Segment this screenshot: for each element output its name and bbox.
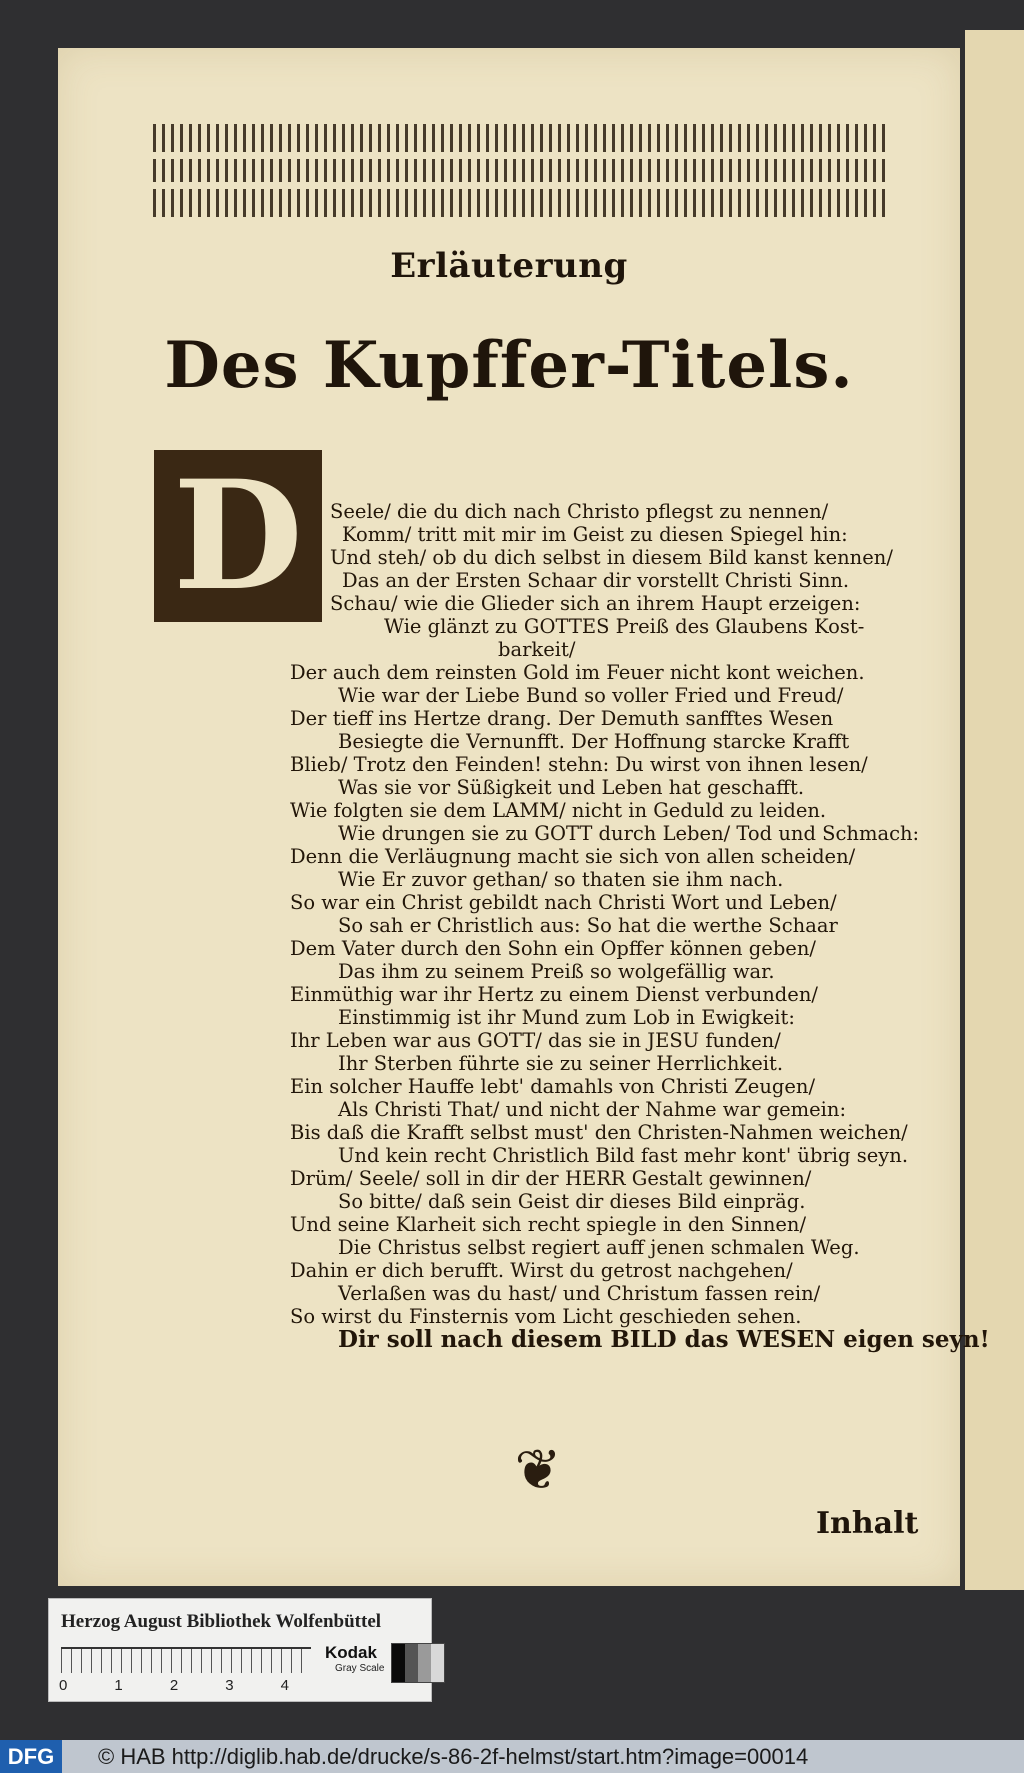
poem-line: Ihr Leben war aus GOTT/ das sie in JESU funden/ bbox=[290, 1029, 781, 1052]
poem-line: Und kein recht Christlich Bild fast mehr kont' übrig seyn. bbox=[338, 1144, 909, 1167]
decorated-initial: D bbox=[154, 450, 322, 622]
poem-line: Ihr Sterben führte sie zu seiner Herrlichkeit. bbox=[338, 1052, 784, 1075]
poem-line: Als Christi That/ und nicht der Nahme war gemein: bbox=[338, 1098, 847, 1121]
poem-line: Drüm/ Seele/ soll in dir der HERR Gestalt gewinnen/ bbox=[290, 1167, 812, 1190]
poem-line: Bis daß die Krafft selbst must' den Christen-Nahmen weichen/ bbox=[290, 1121, 908, 1144]
poem-line: Dahin er dich berufft. Wirst du getrost nachgehen/ bbox=[290, 1259, 793, 1282]
poem-line: Komm/ tritt mit mir im Geist zu diesen Spiegel hin: bbox=[342, 523, 848, 546]
poem-line: So bitte/ daß sein Geist dir dieses Bild einpräg. bbox=[338, 1190, 806, 1213]
poem-line: Einmüthig war ihr Hertz zu einem Dienst verbunden/ bbox=[290, 983, 818, 1006]
poem-line: Und steh/ ob du dich selbst in diesem Bild kanst kennen/ bbox=[330, 546, 893, 569]
poem-line: Seele/ die du dich nach Christo pflegst zu nennen/ bbox=[330, 500, 829, 523]
kodak-label: Kodak bbox=[325, 1643, 377, 1662]
title-line-1: Erläuterung bbox=[390, 246, 628, 286]
gray-swatch bbox=[418, 1644, 431, 1682]
ruler-number: 3 bbox=[225, 1677, 234, 1694]
ruler-number: 1 bbox=[114, 1677, 123, 1694]
ruler-number: 4 bbox=[280, 1677, 289, 1694]
poem-line: Wie folgten sie dem LAMM/ nicht in Geduld zu leiden. bbox=[290, 799, 827, 822]
poem-line: Denn die Verläugnung macht sie sich von allen scheiden/ bbox=[290, 845, 856, 868]
poem-line: Der tieff ins Hertze drang. Der Demuth sanfftes Wesen bbox=[290, 707, 834, 730]
footer-bar bbox=[0, 1740, 1024, 1773]
ruler bbox=[61, 1647, 311, 1673]
library-name: Herzog August Bibliothek Wolfenbüttel bbox=[61, 1611, 382, 1632]
poem-line: Schau/ wie die Glieder sich an ihrem Haupt erzeigen: bbox=[330, 592, 861, 615]
poem-line: Dir soll nach diesem BILD das WESEN eigen seyn! bbox=[338, 1326, 990, 1353]
poem-line: Besiegte die Vernunfft. Der Hoffnung starcke Krafft bbox=[338, 730, 850, 753]
poem-line: Wie war der Liebe Bund so voller Fried und Freud/ bbox=[338, 684, 844, 707]
poem-line: Die Christus selbst regiert auff jenen schmalen Weg. bbox=[338, 1236, 860, 1259]
ruler-numbers bbox=[59, 1677, 319, 1694]
fleuron-ornament: ❦ bbox=[514, 1438, 562, 1503]
poem-line: Dem Vater durch den Sohn ein Opffer können geben/ bbox=[290, 937, 816, 960]
ornamental-border bbox=[153, 124, 891, 217]
poem-line: Blieb/ Trotz den Feinden! stehn: Du wirst von ihnen lesen/ bbox=[290, 753, 868, 776]
poem-line: Das ihm zu seinem Preiß so wolgefällig war. bbox=[338, 960, 775, 983]
gray-swatch bbox=[431, 1644, 444, 1682]
poem-line: Einstimmig ist ihr Mund zum Lob in Ewigkeit: bbox=[338, 1006, 795, 1029]
catchword: Inhalt bbox=[816, 1506, 919, 1541]
poem-line: Der auch dem reinsten Gold im Feuer nicht kont weichen. bbox=[290, 661, 865, 684]
poem-line: So war ein Christ gebildt nach Christi Wort und Leben/ bbox=[290, 891, 837, 914]
gray-swatch bbox=[405, 1644, 418, 1682]
gray-swatch bbox=[392, 1644, 405, 1682]
gray-swatches bbox=[391, 1643, 445, 1683]
ruler-number: 0 bbox=[59, 1677, 68, 1694]
copyright-link[interactable]: © HAB http://diglib.hab.de/drucke/s-86-2f-helmst/start.htm?image=00014 bbox=[98, 1743, 809, 1769]
adjacent-page-edge bbox=[965, 30, 1024, 1590]
poem-line: Verlaßen was du hast/ und Christum fassen rein/ bbox=[338, 1282, 821, 1305]
poem-line: So sah er Christlich aus: So hat die werthe Schaar bbox=[338, 914, 838, 937]
poem-line: Ein solcher Hauffe lebt' damahls von Christi Zeugen/ bbox=[290, 1075, 816, 1098]
poem-line: Wie drungen sie zu GOTT durch Leben/ Tod und Schmach: bbox=[338, 822, 920, 845]
title-line-2: Des Kupffer-Titels. bbox=[164, 328, 854, 403]
poem-line: Was sie vor Süßigkeit und Leben hat geschafft. bbox=[338, 776, 805, 799]
poem-line: Wie Er zuvor gethan/ so thaten sie ihm nach. bbox=[338, 868, 784, 891]
poem-line: barkeit/ bbox=[498, 638, 576, 661]
gray-scale-label: Gray Scale bbox=[335, 1663, 385, 1674]
dfg-logo: DFG bbox=[0, 1740, 62, 1773]
ruler-number: 2 bbox=[169, 1677, 179, 1694]
poem-line: So wirst du Finsternis vom Licht geschieden sehen. bbox=[290, 1305, 802, 1328]
poem-line: Und seine Klarheit sich recht spiegle in den Sinnen/ bbox=[290, 1213, 807, 1236]
document-page bbox=[58, 48, 990, 1586]
color-calibration-bar bbox=[48, 1598, 432, 1702]
poem-line: Wie glänzt zu GOTTES Preiß des Glaubens Kost- bbox=[384, 615, 865, 638]
poem-line: Das an der Ersten Schaar dir vorstellt Christi Sinn. bbox=[342, 569, 850, 592]
